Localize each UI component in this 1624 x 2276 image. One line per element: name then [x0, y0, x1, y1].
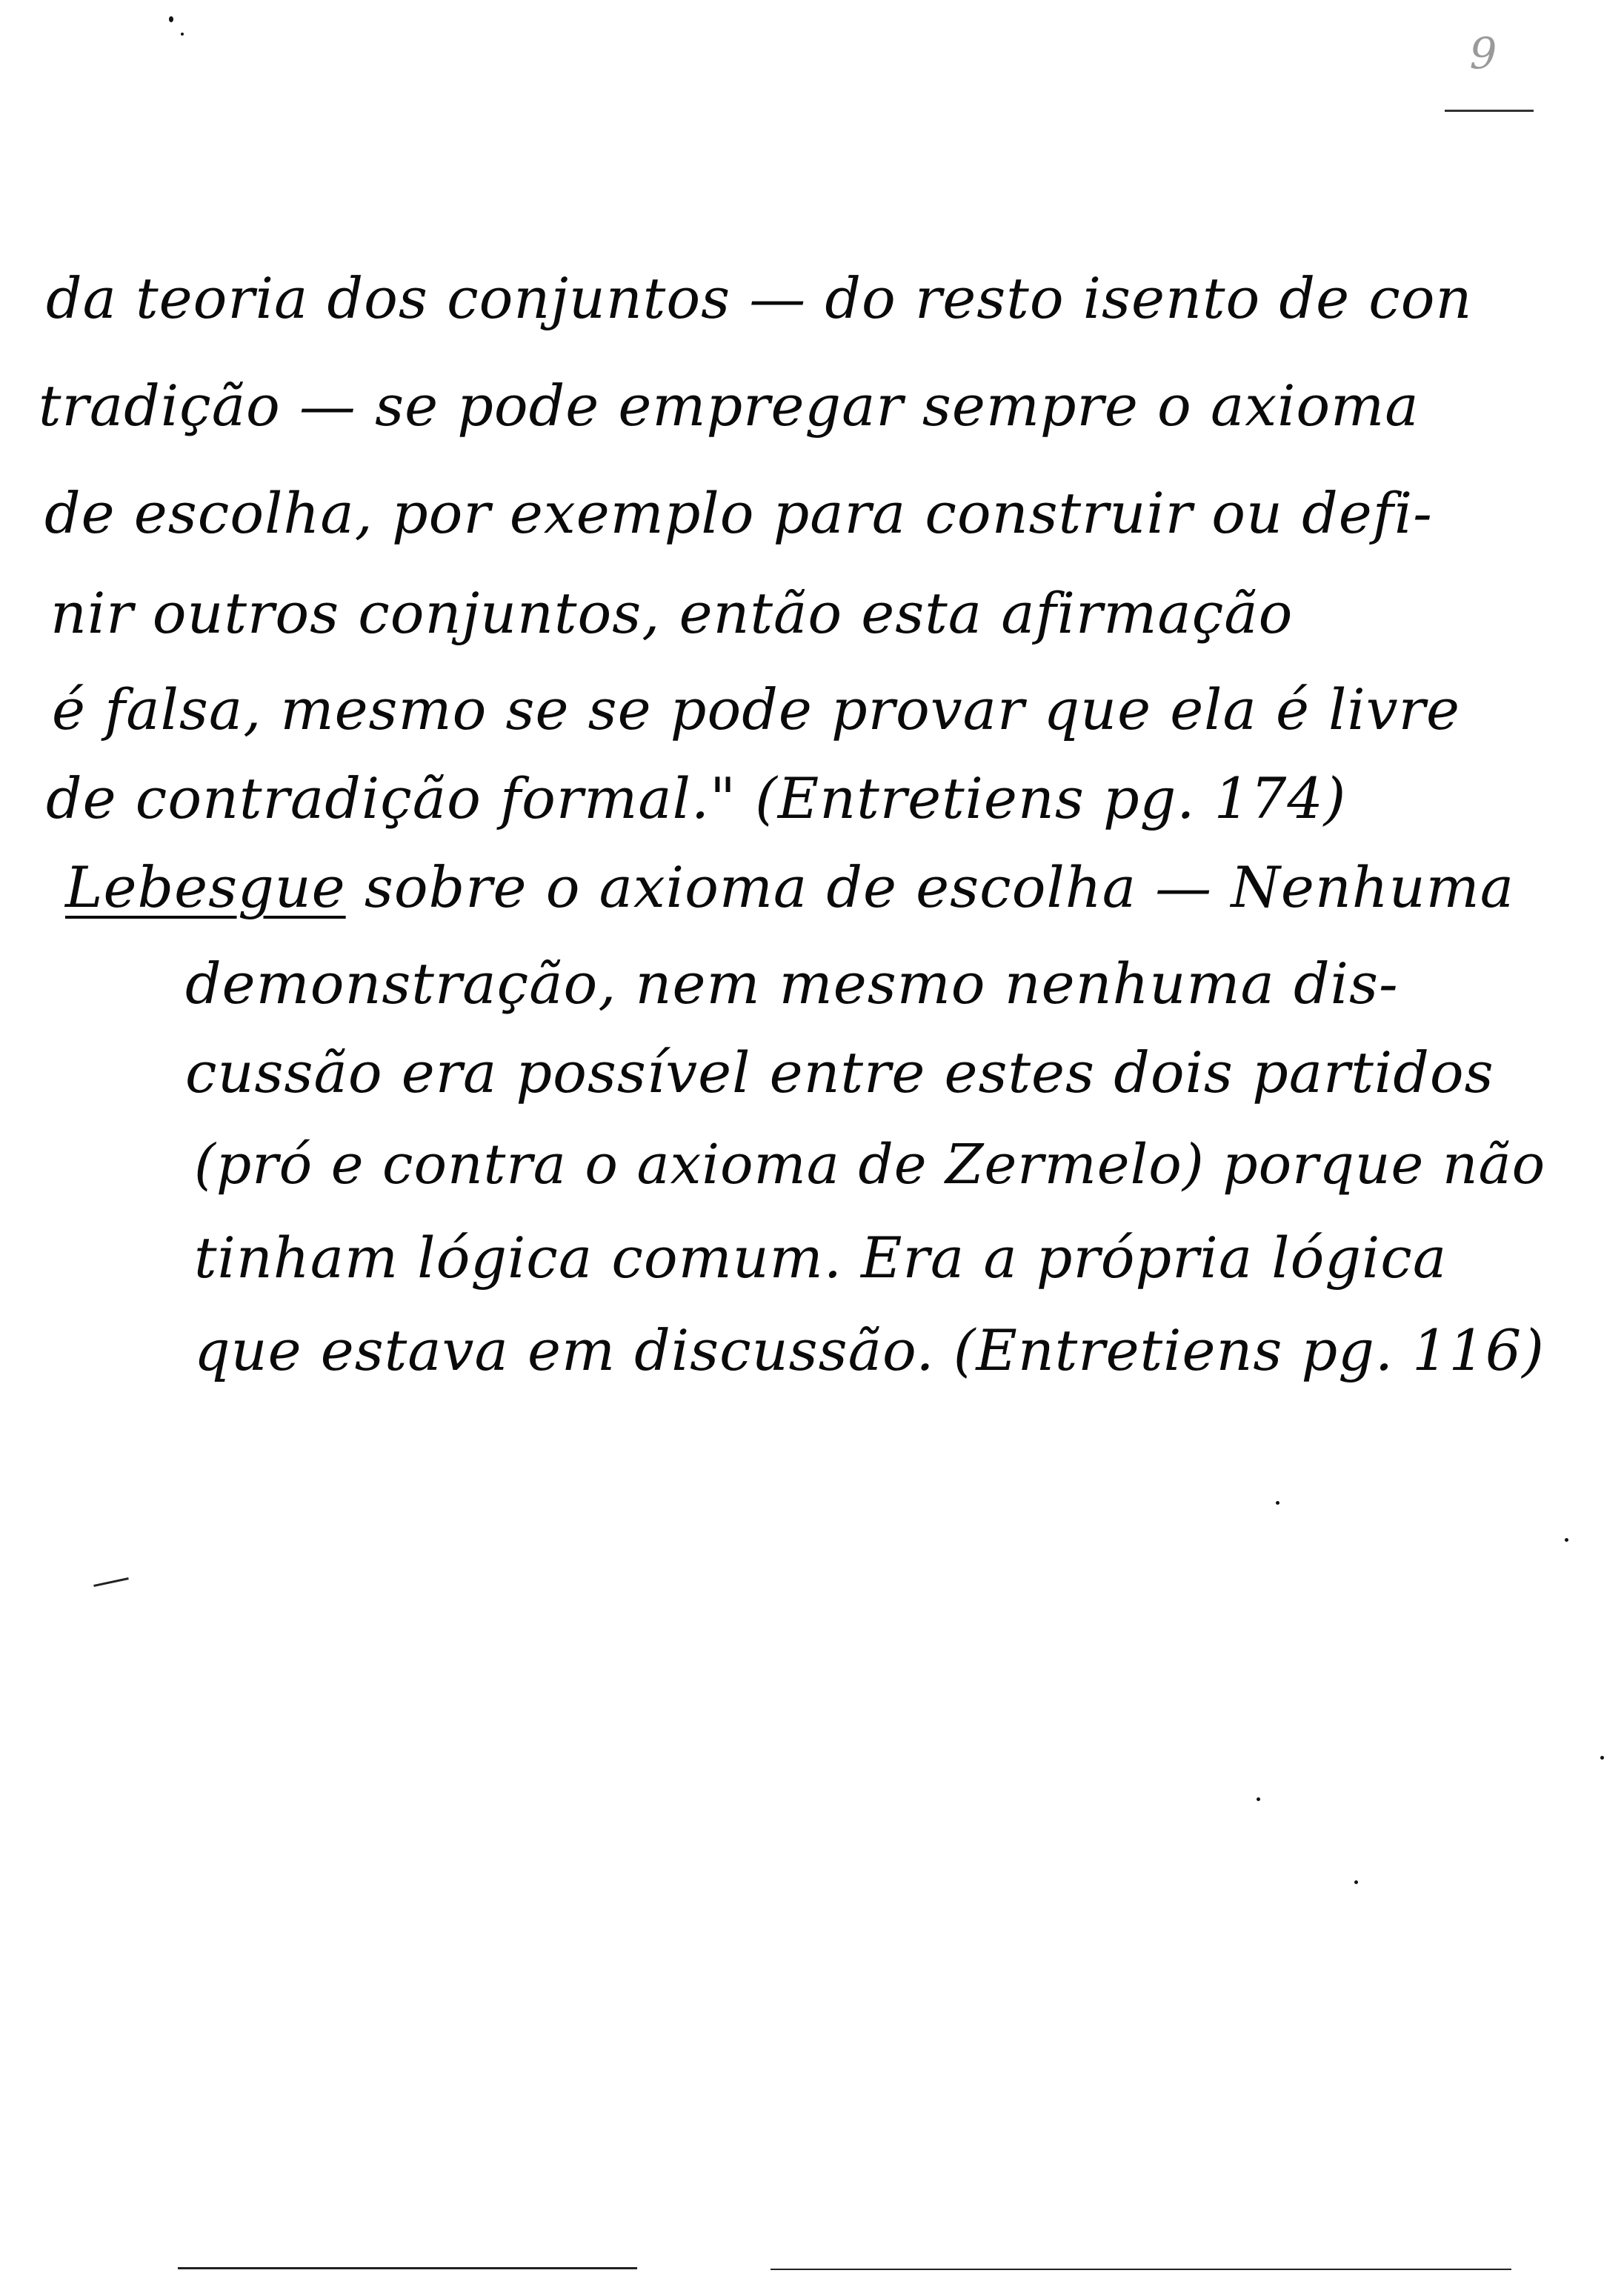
text-line-3: de escolha, por exemplo para construir ou defi-	[44, 480, 1433, 546]
lebesgue-line-2: demonstração, nem mesmo nenhuma dis-	[185, 951, 1399, 1016]
text-line-4: nir outros conjuntos, então esta afirmação	[50, 580, 1294, 646]
scan-edge	[771, 2269, 1511, 2270]
lebesgue-paragraph-first-line	[65, 854, 1515, 920]
lebesgue-first-line-rest: sobre o axioma de escolha — Nenhuma	[345, 854, 1515, 920]
scan-speck	[1257, 1797, 1260, 1801]
text-line-5: é falsa, mesmo se se pode provar que ela é livre	[52, 676, 1460, 742]
scan-speck	[1276, 1501, 1279, 1505]
scan-mark	[93, 1577, 129, 1587]
text-line-6: de contradição formal." (Entretiens pg. 174)	[46, 765, 1347, 831]
text-line-2: tradição — se pode empregar sempre o axioma	[39, 373, 1420, 439]
scan-speck	[181, 33, 184, 36]
scan-edge	[178, 2267, 637, 2269]
scan-speck	[1600, 1756, 1604, 1760]
scan-speck	[1354, 1880, 1358, 1884]
page-number: 9	[1469, 28, 1497, 79]
lebesgue-name: Lebesgue	[65, 854, 346, 920]
lebesgue-line-4: (pró e contra o axioma de Zermelo) porque não	[194, 1133, 1546, 1197]
text-line-1: da teoria dos conjuntos — do resto isento de con	[46, 265, 1473, 331]
lebesgue-line-6: que estava em discussão. (Entretiens pg. 116)	[194, 1317, 1545, 1383]
scan-speck	[1565, 1538, 1568, 1542]
scan-speck	[169, 16, 173, 22]
lebesgue-line-5: tinham lógica comum. Era a própria lógica	[194, 1225, 1448, 1291]
page-number-underline	[1445, 110, 1534, 112]
lebesgue-line-3: cussão era possível entre estes dois partidos	[185, 1039, 1494, 1105]
